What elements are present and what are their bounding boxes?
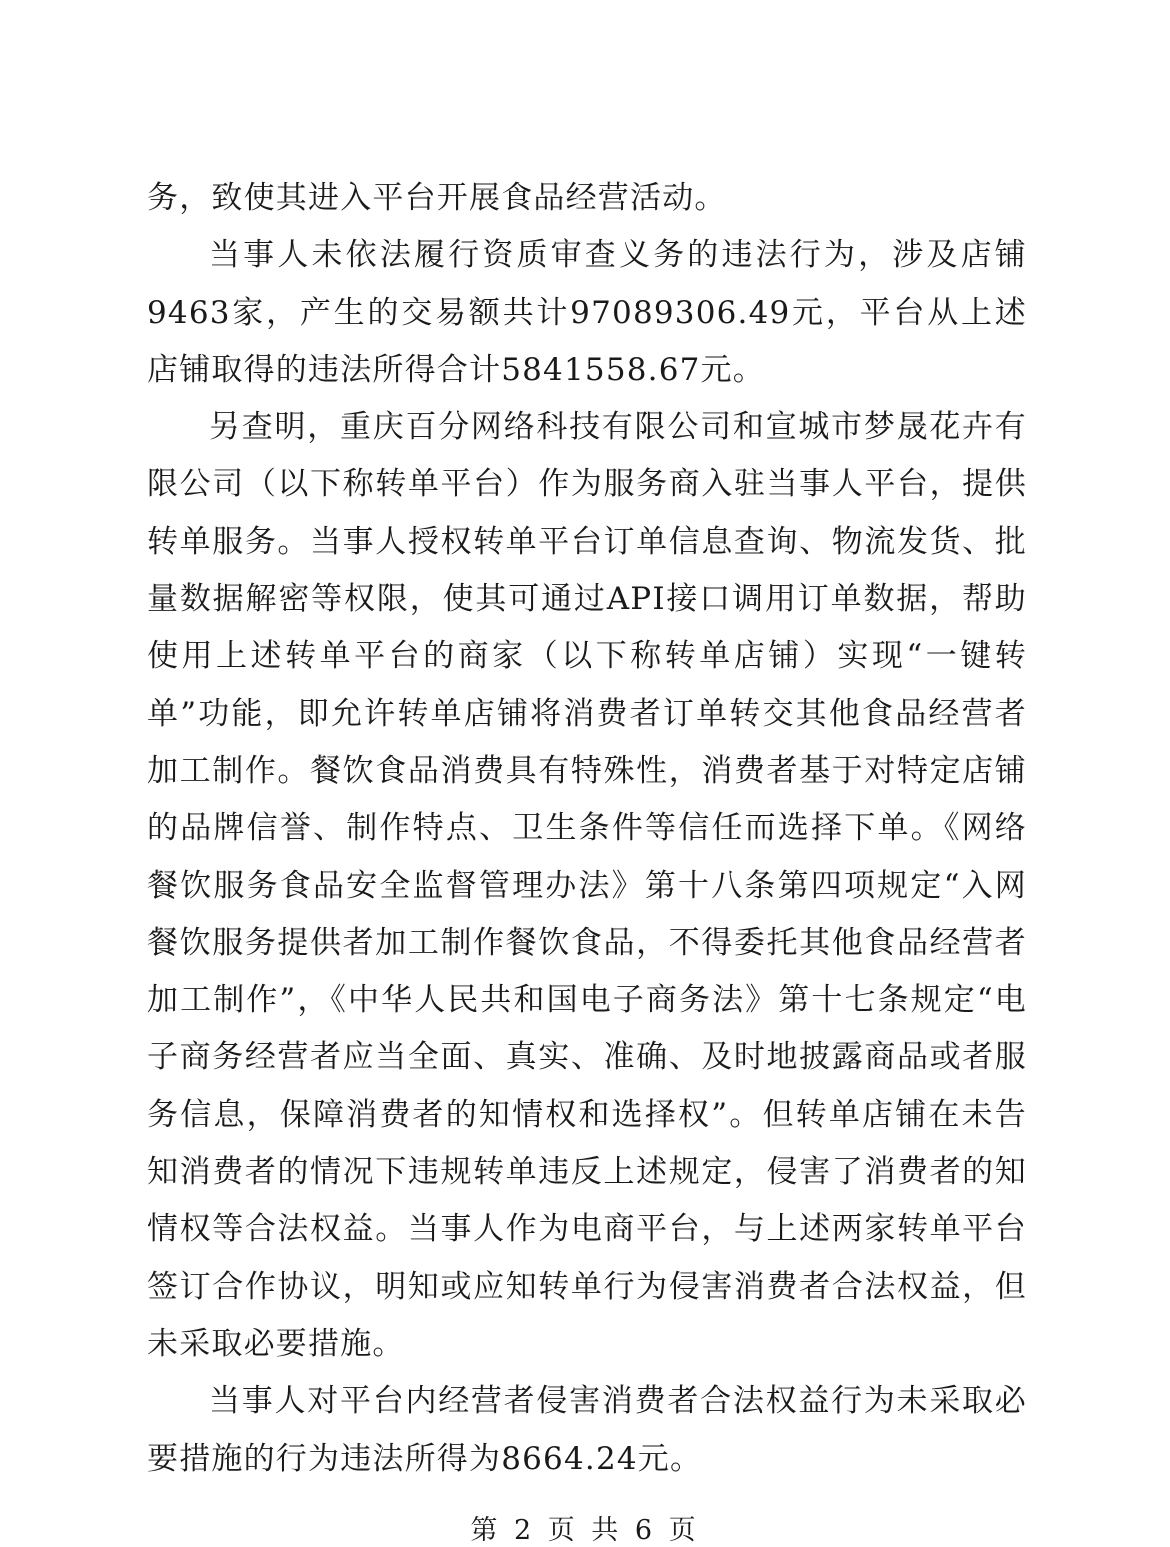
paragraph-qualification-violation: 当事人未依法履行资质审查义务的违法行为，涉及店铺9463家，产生的交易额共计97089306.49元，平台从上述店铺取得的违法所得合计5841558.67元。 (147, 237, 1027, 388)
paragraph-illegal-income: 当事人对平台内经营者侵害消费者合法权益行为未采取必要措施的行为违法所得为8664.24元。 (147, 1383, 1027, 1477)
page-number-footer: 第 2 页 共 6 页 (470, 1515, 700, 1546)
paragraph-order-transfer-findings: 另查明，重庆百分网络科技有限公司和宣城市梦晟花卉有限公司（以下称转单平台）作为服务商入驻当事人平台，提供转单服务。当事人授权转单平台订单信息查询、物流发货、批量数据解密等权限，使其可通过API接口调用订单数据，帮助使用上述转单平台的商家（以下称转单店铺）实现“一键转单”功能，即允许转单店铺将消费者订单转交其他食品经营者加工制作。餐饮食品消费具有特殊性，消费者基于对特定店铺的品牌信誉、制作特点、卫生条件等信任而选择下单。《网络餐饮服务食品安全监督管理办法》第十八条第四项规定“入网餐饮服务提供者加工制作餐饮食品，不得委托其他食品经营者加工制作”，《中华人民共和国电子商务法》第十七条规定“电子商务经营者应当全面、真实、准确、及时地披露商品或者服务信息，保障消费者的知情权和选择权”。但转单店铺在未告知消费者的情况下违规转单违反上述规定，侵害了消费者的知情权等合法权益。当事人作为电商平台，与上述两家转单平台签订合作协议，明知或应知转单行为侵害消费者合法权益，但未采取必要措施。 (147, 409, 1027, 1362)
document-body (147, 170, 1027, 1488)
paragraph-continuation: 务，致使其进入平台开展食品经营活动。 (147, 180, 727, 216)
